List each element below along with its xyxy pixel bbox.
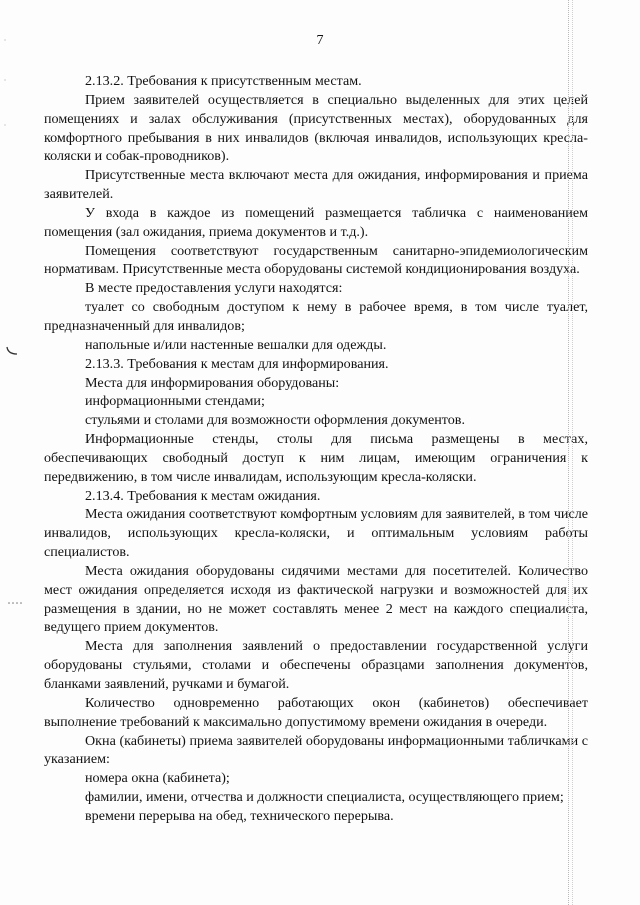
page-number: 7 — [316, 33, 324, 48]
margin-mark — [6, 346, 18, 356]
list-item: фамилии, имени, отчества и должности специалиста, осуществляющего прием; — [85, 789, 564, 806]
list-item: времени перерыва на обед, технического перерыва. — [85, 807, 394, 824]
paragraph: Места ожидания соответствуют комфортным условиям для заявителей, в том числе инвалидов, использующих кресла-коляски, и оптимальным условиям работы специалистов. — [44, 506, 588, 561]
scan-artifact-line — [568, 0, 569, 905]
edge-dots — [2, 30, 8, 150]
list-item: туалет со свободным доступом к нему в рабочее время, в том числе туалет, предназначенный для инвалидов; — [44, 299, 588, 334]
paragraph: Прием заявителей осуществляется в специально выделенных для этих целей помещениях и залах обслуживания (присутственных местах), оборудованных для комфортного пребывания в них инвалидов (включая инвалидов, использующих кресла-коляски и собак-проводников). — [44, 91, 588, 165]
list-item: напольные и/или настенные вешалки для одежды. — [85, 336, 387, 353]
paragraph: В месте предоставления услуги находятся: — [85, 280, 343, 297]
list-item: номера окна (кабинета); — [85, 770, 230, 787]
paragraph: Помещения соответствуют государственным санитарно-эпидемиологическим нормативам. Присутственные места оборудованы системой кондиционирования воздуха. — [44, 242, 588, 278]
section-heading-2-13-2: 2.13.2. Требования к присутственным местам. — [85, 73, 362, 89]
paragraph: Места для заполнения заявлений о предоставлении государственной услуги оборудованы стульями, столами и обеспечены образцами заполнения документов, бланками заявлений, ручками и бумагой. — [44, 638, 588, 692]
scan-artifact-line — [572, 0, 573, 905]
paragraph: Места для информирования оборудованы: — [85, 374, 340, 391]
paragraph: Информационные стенды, столы для письма размещены в местах, обеспечивающих свободный доступ к ним лицам, имеющим ограничения к передвижению, в том числе инвалидам, использующим кресла-коляски. — [44, 431, 588, 485]
document-body — [44, 72, 588, 826]
paragraph: Места ожидания оборудованы сидячими местами для посетителей. Количество мест ожидания определяется исходя из фактической нагрузки и возможностей для их размещения в здании, но не может составлять менее 2 мест на каждого специалиста, ведущего прием документов. — [44, 562, 588, 636]
paragraph: У входа в каждое из помещений размещается табличка с наименованием помещения (зал ожидания, приема документов и т.д.). — [44, 204, 588, 240]
section-heading-2-13-3: 2.13.3. Требования к местам для информирования. — [85, 355, 389, 372]
margin-dots — [7, 601, 23, 605]
section-heading-2-13-4: 2.13.4. Требования к местам ожидания. — [85, 487, 321, 504]
paragraph: Количество одновременно работающих окон (кабинетов) обеспечивает выполнение требований к максимально допустимому времени ожидания в очереди. — [44, 694, 588, 730]
list-item: стульями и столами для возможности оформления документов. — [85, 412, 465, 429]
list-item: информационными стендами; — [85, 393, 265, 410]
paragraph: Присутственные места включают места для ожидания, информирования и приема заявителей. — [44, 167, 588, 203]
paragraph: Окна (кабинеты) приема заявителей оборудованы информационными табличками с указанием: — [44, 732, 588, 768]
